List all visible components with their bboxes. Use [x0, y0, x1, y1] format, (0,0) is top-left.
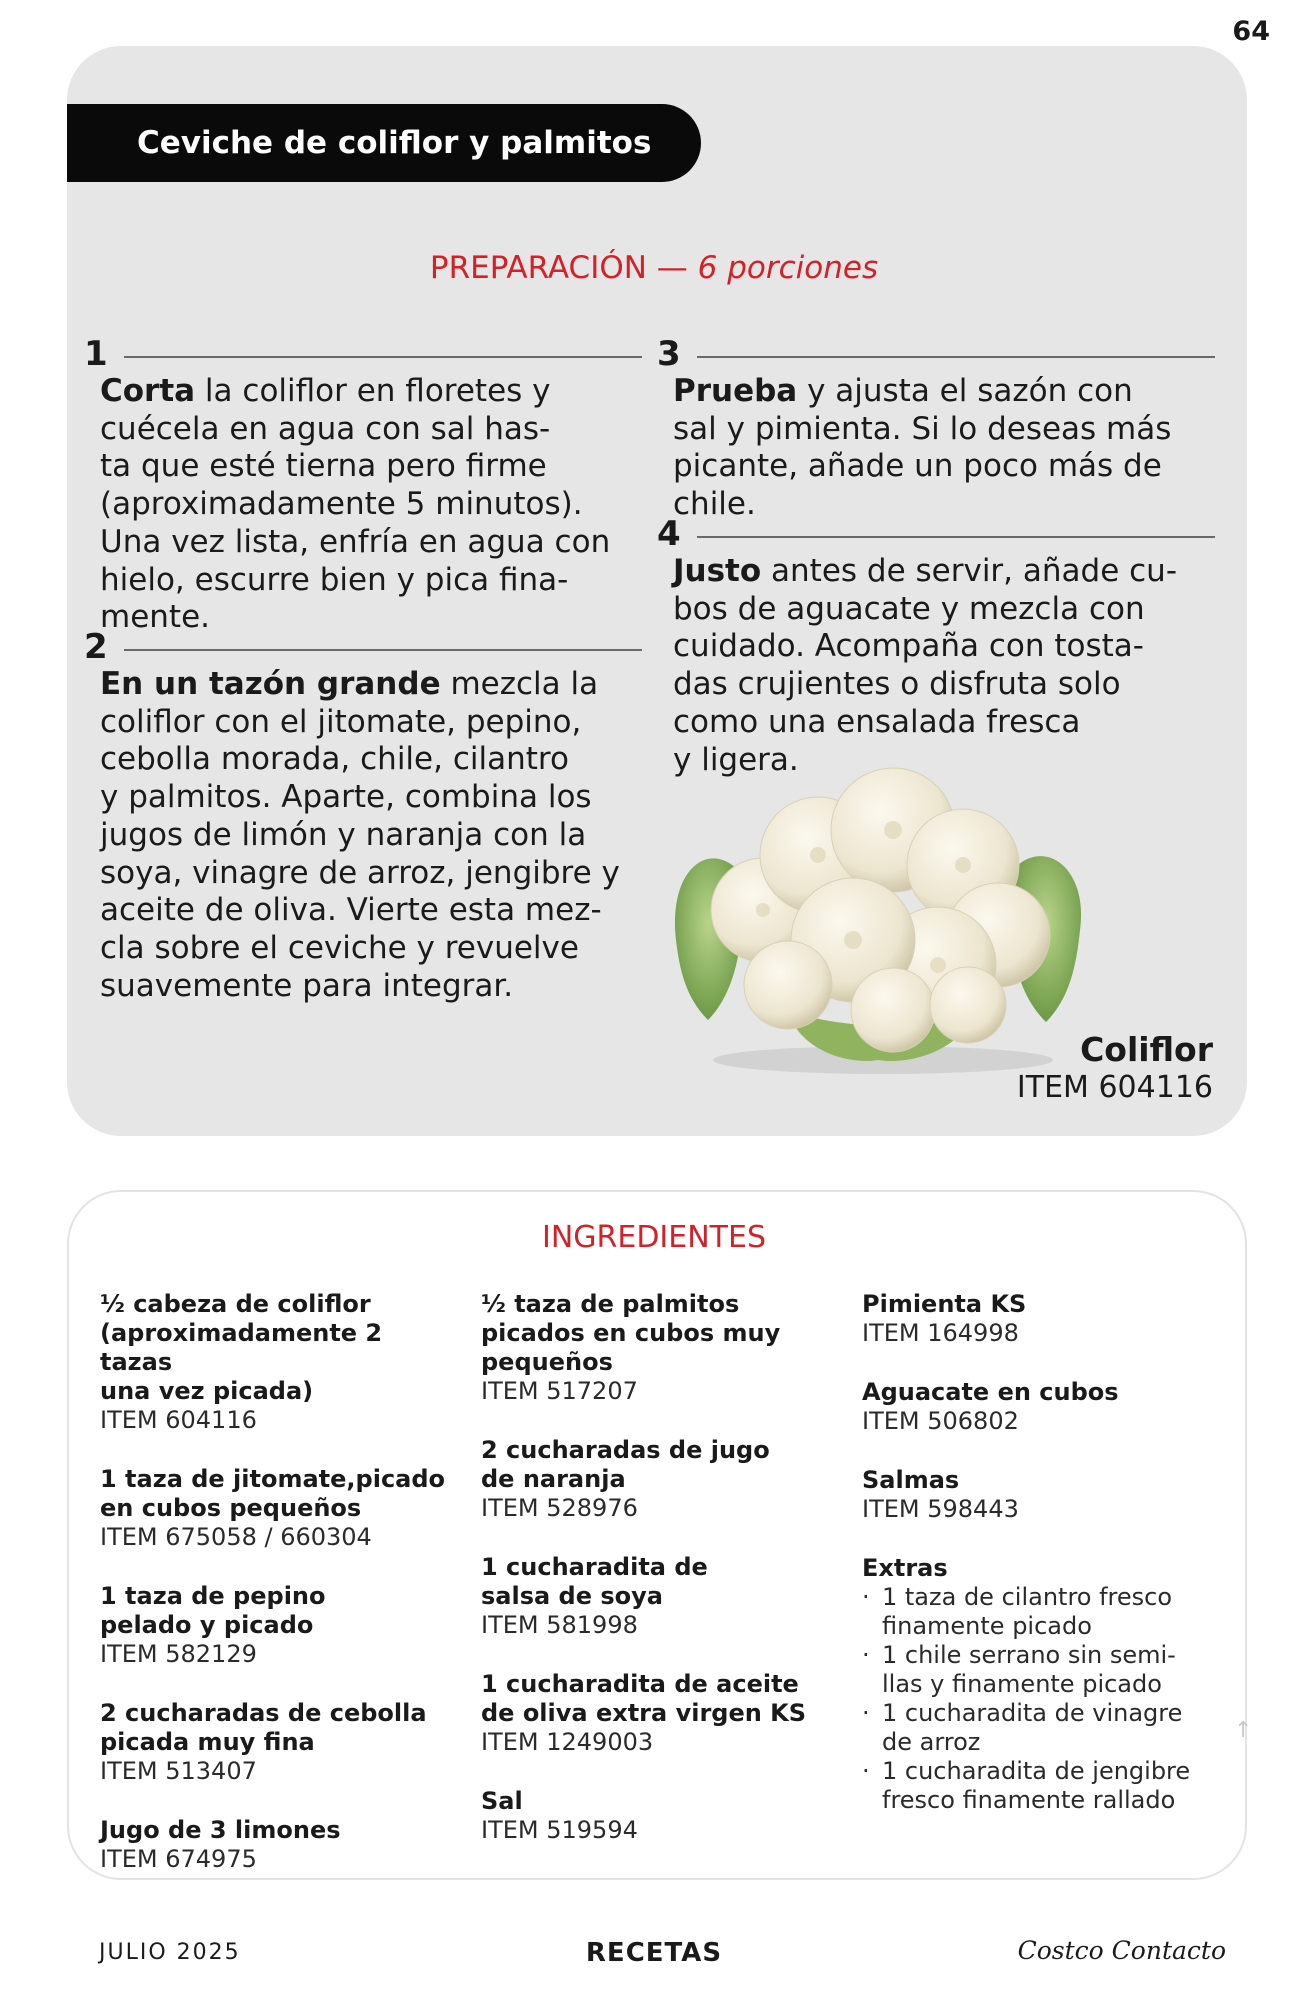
- step-1: [84, 335, 642, 637]
- step-number: 1: [84, 334, 108, 374]
- ingredient-item: ½ taza de palmitos picados en cubos muy pequeños ITEM 517207: [481, 1290, 841, 1406]
- item-number: ITEM 517207: [481, 1377, 638, 1405]
- item-number: ITEM 604116: [100, 1406, 257, 1434]
- footer-section: RECETAS: [585, 1938, 723, 1968]
- arrow-up-icon: ↑: [1234, 1718, 1253, 1743]
- item-number: ITEM 581998: [481, 1611, 638, 1639]
- step-text: Justo antes de servir, añade cu- bos de aguacate y mezcla con cuidado. Acompaña con tosta- das crujientes o disfruta solo como una ensalada fresca y ligera.: [673, 553, 1178, 778]
- recipe-title-bar: [67, 104, 701, 182]
- step-number: 2: [84, 627, 108, 667]
- extras-item: · 1 taza de cilantro fresco finamente picado: [862, 1583, 1222, 1641]
- item-number: ITEM 674975: [100, 1845, 257, 1873]
- ingredient-item: Pimienta KS ITEM 164998: [862, 1290, 1222, 1348]
- ingredient-item: 2 cucharadas de jugo de naranja ITEM 528976: [481, 1436, 841, 1523]
- portions: 6 porciones: [697, 250, 879, 286]
- step-4: [657, 515, 1215, 779]
- step-divider: [697, 536, 1215, 538]
- ingredient-item: Aguacate en cubos ITEM 506802: [862, 1378, 1222, 1436]
- ingredient-item: 1 taza de jitomate,picado en cubos pequeños ITEM 675058 / 660304: [100, 1465, 460, 1552]
- item-number: ITEM 598443: [862, 1495, 1019, 1523]
- extras-list: [862, 1583, 1222, 1815]
- item-number: ITEM 1249003: [481, 1728, 654, 1756]
- ingredient-item: 1 cucharadita de salsa de soya ITEM 581998: [481, 1553, 841, 1640]
- ingredients-column-3: [862, 1290, 1222, 1845]
- step-lead: En un tazón grande: [100, 666, 441, 702]
- ingredients-heading: INGREDIENTES: [541, 1220, 766, 1255]
- ingredient-item: 1 cucharadita de aceite de oliva extra virgen KS ITEM 1249003: [481, 1670, 841, 1757]
- step-lead: Justo: [673, 553, 762, 589]
- ingredients-column-1: [100, 1290, 460, 1904]
- step-lead: Prueba: [673, 373, 798, 409]
- extras-group: [862, 1554, 1222, 1815]
- extras-item: · 1 chile serrano sin semi- llas y finamente picado: [862, 1641, 1222, 1699]
- extras-item: · 1 cucharadita de jengibre fresco finamente rallado: [862, 1757, 1222, 1815]
- page-number: 64: [1232, 16, 1270, 47]
- ingredient-item: ½ cabeza de coliflor (aproximadamente 2 tazas una vez picada) ITEM 604116: [100, 1290, 460, 1435]
- product-item-number: ITEM 604116: [1016, 1070, 1213, 1105]
- ingredient-item: 2 cucharadas de cebolla picada muy fina ITEM 513407: [100, 1699, 460, 1786]
- preparation-label: PREPARACIÓN —: [429, 250, 698, 286]
- step-text: En un tazón grande mezcla la coliflor con el jitomate, pepino, cebolla morada, chile, cilantro y palmitos. Aparte, combina los jugos de limón y naranja con la soya, vinagre de arroz, jengibre y aceite de oliva. Vierte esta mez- cla sobre el ceviche y revuelve suavemente para integrar.: [100, 666, 620, 1004]
- step-3: [657, 335, 1215, 524]
- step-divider: [697, 356, 1215, 358]
- item-number: ITEM 164998: [862, 1319, 1019, 1347]
- item-number: ITEM 513407: [100, 1757, 257, 1785]
- product-caption: [1017, 1030, 1213, 1106]
- item-number: ITEM 519594: [481, 1816, 638, 1844]
- item-number: ITEM 506802: [862, 1407, 1019, 1435]
- footer-brand-logo: Costco Contacto: [1017, 1936, 1226, 1965]
- step-number: 4: [657, 514, 681, 554]
- extras-item: · 1 cucharadita de vinagre de arroz: [862, 1699, 1222, 1757]
- item-number: ITEM 528976: [481, 1494, 638, 1522]
- step-number: 3: [657, 334, 681, 374]
- step-lead: Corta: [100, 373, 196, 409]
- item-number: ITEM 582129: [100, 1640, 257, 1668]
- extras-label: Extras: [862, 1554, 948, 1582]
- ingredients-column-2: [481, 1290, 841, 1875]
- step-divider: [124, 356, 642, 358]
- ingredient-item: Salmas ITEM 598443: [862, 1466, 1222, 1524]
- step-text: Prueba y ajusta el sazón con sal y pimienta. Si lo deseas más picante, añade un poco más de chile.: [673, 373, 1172, 523]
- ingredient-item: 1 taza de pepino pelado y picado ITEM 582129: [100, 1582, 460, 1669]
- item-number: ITEM 675058 / 660304: [100, 1523, 372, 1551]
- footer-date: JULIO 2025: [99, 1940, 241, 1965]
- ingredient-item: Jugo de 3 limones ITEM 674975: [100, 1816, 460, 1874]
- recipe-title: Ceviche de coliflor y palmitos: [137, 125, 652, 161]
- step-divider: [124, 649, 642, 651]
- step-2: [84, 628, 642, 1005]
- step-text: Corta la coliflor en floretes y cuécela en agua con sal has- ta que esté tierna pero firme (aproximadamente 5 minutos). Una vez lista, enfría en agua con hielo, escurre bien y pica fina- mente.: [100, 373, 611, 636]
- ingredient-item: Sal ITEM 519594: [481, 1787, 841, 1845]
- preparation-heading: [0, 250, 1308, 286]
- product-name: Coliflor: [1080, 1030, 1213, 1069]
